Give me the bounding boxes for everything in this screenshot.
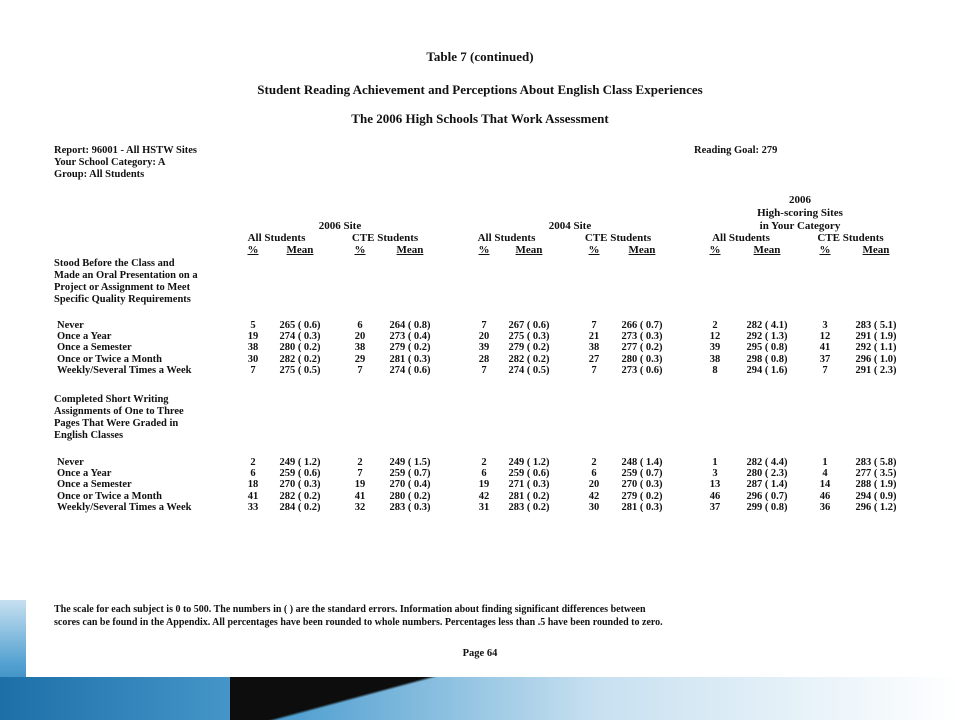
cell-mean: 277 ( 3.5) xyxy=(855,468,897,480)
cell-percent: 2 xyxy=(250,457,256,468)
header-mean: Mean xyxy=(753,244,781,256)
cell-percent: 12 xyxy=(819,331,831,343)
header-mean: Mean xyxy=(396,244,424,256)
cell-mean: 283 ( 0.3) xyxy=(389,501,431,513)
cell-mean: 282 ( 4.4) xyxy=(746,457,788,468)
section-title-line: Made an Oral Presentation on a xyxy=(54,270,198,281)
cell-mean: 291 ( 2.3) xyxy=(855,364,897,376)
cell-mean: 299 ( 0.8) xyxy=(746,501,788,513)
header-all-students: All Students xyxy=(712,232,770,244)
cell-mean: 264 ( 0.8) xyxy=(389,320,431,331)
slide-bottom-swoosh xyxy=(230,677,590,720)
cell-percent: 30 xyxy=(588,501,600,513)
cell-percent: 1 xyxy=(712,457,718,468)
cell-mean: 292 ( 1.1) xyxy=(855,342,897,354)
header-percent: % xyxy=(247,244,259,256)
cell-mean: 270 ( 0.3) xyxy=(279,479,321,491)
row-label: Never xyxy=(57,320,84,331)
footnote-line-2: scores can be found in the Appendix. All percentages have been rounded to whole numbers. Percentages less than .5 have been rounded to zero. xyxy=(54,617,663,628)
header-percent: % xyxy=(819,244,831,256)
header-mean: Mean xyxy=(515,244,543,256)
cell-mean: 280 ( 0.2) xyxy=(389,490,431,502)
cell-percent: 32 xyxy=(354,501,366,513)
cell-mean: 277 ( 0.2) xyxy=(621,342,663,354)
cell-mean: 270 ( 0.3) xyxy=(621,479,663,491)
section-title-line: English Classes xyxy=(54,430,124,441)
cell-percent: 7 xyxy=(250,364,256,376)
cell-mean: 294 ( 1.6) xyxy=(746,364,788,376)
footnote-line-1: The scale for each subject is 0 to 500. The numbers in ( ) are the standard errors. Information about finding significant differences between xyxy=(54,604,646,615)
row-label: Weekly/Several Times a Week xyxy=(57,364,192,376)
cell-percent: 42 xyxy=(478,490,490,502)
assessment-title: The 2006 High Schools That Work Assessment xyxy=(351,111,609,126)
cell-mean: 265 ( 0.6) xyxy=(279,320,321,331)
cell-percent: 3 xyxy=(822,320,828,331)
row-label: Once a Semester xyxy=(57,479,132,491)
reading-goal: Reading Goal: 279 xyxy=(694,145,778,156)
row-label: Once a Year xyxy=(57,468,112,480)
cell-percent: 14 xyxy=(819,479,831,491)
cell-percent: 46 xyxy=(709,490,721,502)
cell-percent: 41 xyxy=(819,342,831,354)
table-main-title: Student Reading Achievement and Perceptions About English Class Experiences xyxy=(257,82,703,97)
header-cte-students: CTE Students xyxy=(584,232,652,244)
section-title-line: Stood Before the Class and xyxy=(54,258,175,269)
cell-percent: 19 xyxy=(247,331,259,343)
cell-mean: 295 ( 0.8) xyxy=(746,342,788,354)
cell-mean: 282 ( 4.1) xyxy=(746,320,788,331)
cell-mean: 270 ( 0.4) xyxy=(389,479,431,491)
cell-percent: 38 xyxy=(247,342,259,354)
cell-percent: 6 xyxy=(481,468,487,480)
cell-percent: 7 xyxy=(481,320,487,331)
cell-mean: 280 ( 2.3) xyxy=(746,468,788,480)
header-cte-students: CTE Students xyxy=(817,232,884,244)
cell-mean: 273 ( 0.3) xyxy=(621,331,663,343)
cell-mean: 288 ( 1.9) xyxy=(855,479,897,491)
cell-mean: 274 ( 0.6) xyxy=(389,364,431,376)
cell-percent: 31 xyxy=(478,501,490,513)
cell-percent: 20 xyxy=(588,479,600,491)
cell-percent: 6 xyxy=(591,468,597,480)
cell-mean: 298 ( 0.8) xyxy=(746,353,788,365)
cell-percent: 1 xyxy=(822,457,828,468)
cell-percent: 2 xyxy=(591,457,597,468)
cell-mean: 281 ( 0.2) xyxy=(508,490,550,502)
cell-percent: 41 xyxy=(354,490,366,502)
header-hs-line1: High-scoring Sites xyxy=(757,207,843,219)
cell-mean: 283 ( 5.1) xyxy=(855,320,897,331)
cell-mean: 296 ( 0.7) xyxy=(746,490,788,502)
header-mean: Mean xyxy=(286,244,314,256)
cell-mean: 281 ( 0.3) xyxy=(621,501,663,513)
cell-mean: 294 ( 0.9) xyxy=(855,490,897,502)
section-title-line: Project or Assignment to Meet xyxy=(54,282,191,293)
cell-percent: 28 xyxy=(478,353,490,365)
header-mean: Mean xyxy=(862,244,890,256)
cell-percent: 7 xyxy=(481,364,487,376)
cell-mean: 282 ( 0.2) xyxy=(279,353,321,365)
cell-percent: 2 xyxy=(357,457,363,468)
header-hs-line2: in Your Category xyxy=(759,220,841,232)
cell-percent: 38 xyxy=(709,353,721,365)
cell-mean: 296 ( 1.0) xyxy=(855,353,897,365)
cell-mean: 283 ( 0.2) xyxy=(508,501,550,513)
header-percent: % xyxy=(709,244,721,256)
cell-mean: 279 ( 0.2) xyxy=(621,490,663,502)
section-title-line: Specific Quality Requirements xyxy=(54,294,191,305)
cell-percent: 3 xyxy=(712,468,718,480)
cell-percent: 41 xyxy=(247,490,259,502)
cell-percent: 7 xyxy=(591,320,597,331)
row-label: Weekly/Several Times a Week xyxy=(57,501,192,513)
cell-mean: 274 ( 0.5) xyxy=(508,364,550,376)
header-cte-students: CTE Students xyxy=(351,232,419,244)
cell-percent: 4 xyxy=(822,468,828,480)
header-all-students: All Students xyxy=(477,232,536,244)
cell-percent: 37 xyxy=(819,353,831,365)
cell-percent: 12 xyxy=(709,331,721,343)
cell-percent: 36 xyxy=(819,501,831,513)
cell-mean: 249 ( 1.5) xyxy=(389,457,431,468)
cell-mean: 259 ( 0.6) xyxy=(508,468,550,480)
cell-mean: 259 ( 0.6) xyxy=(279,468,321,480)
cell-percent: 5 xyxy=(250,320,256,331)
cell-percent: 7 xyxy=(357,364,363,376)
cell-percent: 33 xyxy=(247,501,259,513)
cell-mean: 279 ( 0.2) xyxy=(389,342,431,354)
cell-mean: 273 ( 0.4) xyxy=(389,331,431,343)
cell-mean: 266 ( 0.7) xyxy=(621,320,663,331)
row-label: Once a Semester xyxy=(57,342,132,354)
cell-percent: 39 xyxy=(709,342,721,354)
header-2004-site: 2004 Site xyxy=(548,220,592,232)
cell-percent: 2 xyxy=(481,457,487,468)
header-all-students: All Students xyxy=(247,232,306,244)
cell-percent: 6 xyxy=(250,468,256,480)
cell-percent: 29 xyxy=(354,353,366,365)
header-2006-site: 2006 Site xyxy=(318,220,362,232)
cell-mean: 249 ( 1.2) xyxy=(279,457,321,468)
section-title-line: Completed Short Writing xyxy=(54,394,169,405)
row-label: Once or Twice a Month xyxy=(57,353,162,365)
cell-percent: 27 xyxy=(588,353,600,365)
cell-percent: 38 xyxy=(354,342,366,354)
cell-mean: 274 ( 0.3) xyxy=(279,331,321,343)
row-label: Never xyxy=(57,457,84,468)
cell-percent: 6 xyxy=(357,320,363,331)
group-label: Group: All Students xyxy=(54,169,145,180)
cell-mean: 273 ( 0.6) xyxy=(621,364,663,376)
cell-mean: 259 ( 0.7) xyxy=(621,468,663,480)
cell-mean: 282 ( 0.2) xyxy=(508,353,550,365)
cell-mean: 275 ( 0.3) xyxy=(508,331,550,343)
header-percent: % xyxy=(588,244,600,256)
row-label: Once or Twice a Month xyxy=(57,490,162,502)
cell-percent: 20 xyxy=(478,331,490,343)
cell-mean: 279 ( 0.2) xyxy=(508,342,550,354)
cell-mean: 281 ( 0.3) xyxy=(389,353,431,365)
cell-percent: 7 xyxy=(822,364,828,376)
header-percent: % xyxy=(354,244,366,256)
row-label: Once a Year xyxy=(57,331,112,343)
section-title-line: Assignments of One to Three xyxy=(54,406,184,417)
cell-mean: 283 ( 5.8) xyxy=(855,457,897,468)
cell-percent: 8 xyxy=(712,364,718,376)
cell-percent: 13 xyxy=(709,479,721,491)
cell-percent: 19 xyxy=(354,479,366,491)
cell-mean: 259 ( 0.7) xyxy=(389,468,431,480)
table-number-title: Table 7 (continued) xyxy=(426,49,534,64)
cell-percent: 7 xyxy=(591,364,597,376)
cell-percent: 18 xyxy=(247,479,259,491)
header-mean: Mean xyxy=(628,244,656,256)
page-number: Page 64 xyxy=(462,648,498,659)
header-percent: % xyxy=(478,244,490,256)
cell-percent: 46 xyxy=(819,490,831,502)
cell-percent: 37 xyxy=(709,501,721,513)
cell-mean: 280 ( 0.2) xyxy=(279,342,321,354)
cell-mean: 280 ( 0.3) xyxy=(621,353,663,365)
cell-mean: 271 ( 0.3) xyxy=(508,479,550,491)
cell-mean: 267 ( 0.6) xyxy=(508,320,550,331)
cell-percent: 21 xyxy=(588,331,600,343)
cell-percent: 30 xyxy=(247,353,259,365)
cell-mean: 287 ( 1.4) xyxy=(746,479,788,491)
cell-mean: 275 ( 0.5) xyxy=(279,364,321,376)
cell-mean: 291 ( 1.9) xyxy=(855,331,897,343)
section-title-line: Pages That Were Graded in xyxy=(54,418,179,429)
cell-percent: 42 xyxy=(588,490,600,502)
cell-mean: 282 ( 0.2) xyxy=(279,490,321,502)
cell-percent: 20 xyxy=(354,331,366,343)
cell-mean: 248 ( 1.4) xyxy=(621,457,663,468)
report-id: Report: 96001 - All HSTW Sites xyxy=(54,145,198,156)
cell-mean: 296 ( 1.2) xyxy=(855,501,897,513)
cell-percent: 19 xyxy=(478,479,490,491)
cell-percent: 7 xyxy=(357,468,363,480)
cell-percent: 2 xyxy=(712,320,718,331)
cell-percent: 38 xyxy=(588,342,600,354)
header-hs-year: 2006 xyxy=(789,194,811,206)
cell-mean: 284 ( 0.2) xyxy=(279,501,321,513)
cell-mean: 292 ( 1.3) xyxy=(746,331,788,343)
school-category: Your School Category: A xyxy=(54,157,166,168)
cell-mean: 249 ( 1.2) xyxy=(508,457,550,468)
cell-percent: 39 xyxy=(478,342,490,354)
